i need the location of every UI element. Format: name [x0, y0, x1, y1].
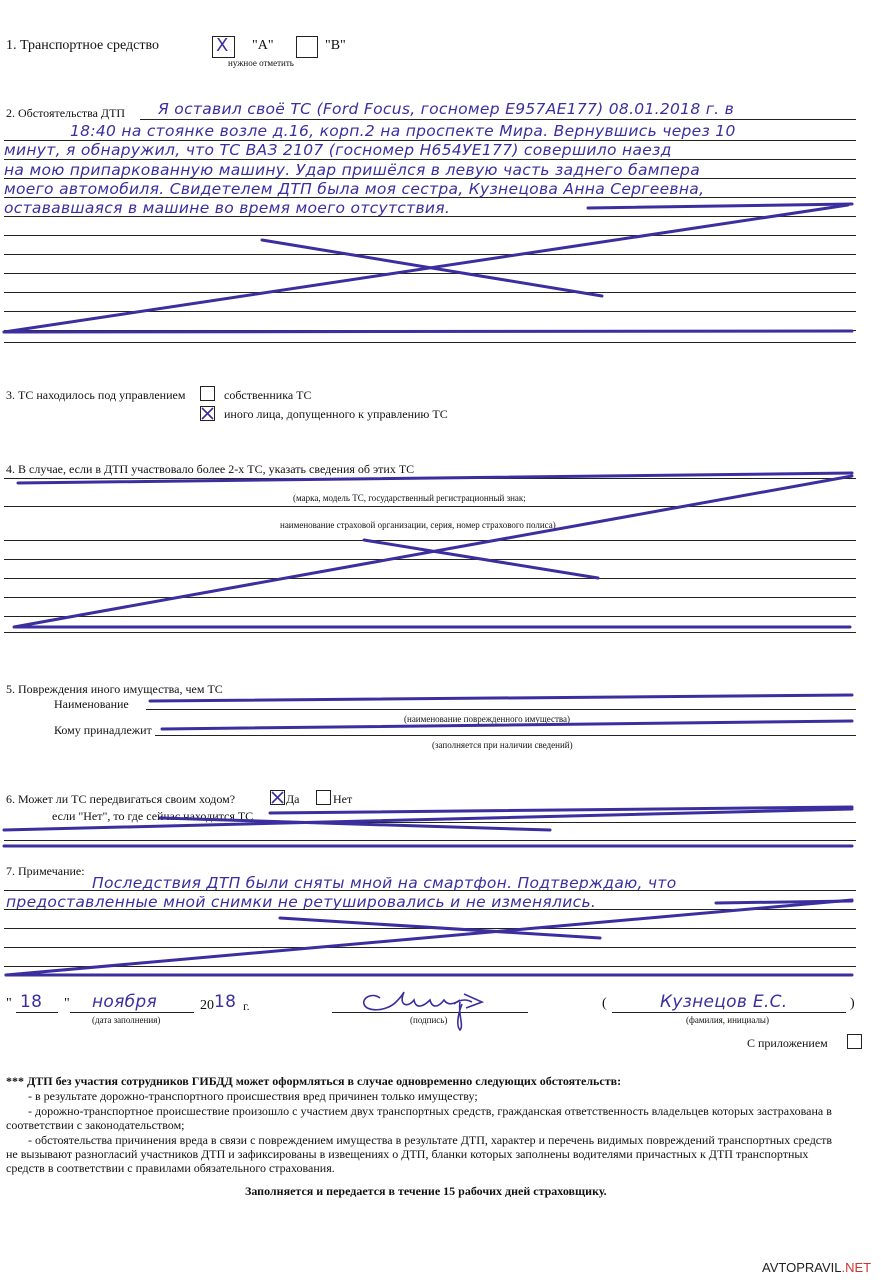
other-driver-option-label: иного лица, допущенного к управлению ТС — [224, 407, 448, 421]
section1-hint: нужное отметить — [228, 58, 294, 68]
ink-strike — [4, 331, 852, 332]
footnote-item-3a: - обстоятельства причинения вреда в связи с повреждением имущества в результате ДТП, характер и перечень видимых повреждений транспортных средств — [28, 1133, 833, 1147]
property-owner-hint: (заполняется при наличии сведений) — [432, 740, 573, 750]
vehicle-location-label: если "Нет", то где сейчас находится ТС — [52, 809, 254, 823]
name-hint: (фамилия, инициалы) — [686, 1015, 769, 1025]
section6-label: 6. Может ли ТС передвигаться своим ходом? — [6, 792, 236, 806]
footnote-item-3b: не вызывают разногласий участников ДТП и зафиксированы в извещениях о ДТП, бланки которых заполнены водителями причастных к ДТП транспортных — [6, 1147, 809, 1161]
section2-label: 2. Обстоятельства ДТП — [6, 106, 126, 120]
property-name-hint: (наименование поврежденного имущества) — [404, 714, 571, 724]
watermark-prefix: AVTOPRAVIL — [762, 1260, 842, 1275]
owner-option-label: собственника ТС — [224, 388, 312, 402]
section4-label: 4. В случае, если в ДТП участвовало более 2-х ТС, указать сведения об этих ТС — [6, 462, 415, 476]
circumstances-line-3: минут, я обнаружил, что ТС ВАЗ 2107 (госномер Н654УЕ177) совершило наезд — [4, 141, 672, 159]
option-a-label: "A" — [252, 38, 274, 53]
footnote-item-2a: - дорожно-транспортное происшествие произошло с участием двух транспортных средств, гражданская ответственность владельцев которых застрахована в — [28, 1104, 832, 1118]
date-hint: (дата заполнения) — [92, 1015, 161, 1025]
ink-strike — [18, 473, 852, 483]
section3-label: 3. ТС находилось под управлением — [6, 388, 186, 402]
ink-strike — [6, 900, 852, 975]
date-month: ноября — [92, 992, 158, 1012]
section7-label: 7. Примечание: — [6, 864, 85, 878]
name-paren-close: ) — [850, 996, 855, 1011]
ink-underline — [588, 204, 852, 208]
circumstances-line-6: остававшаяся в машине во время моего отсутствия. — [4, 199, 451, 217]
footnote-item-3c: средств в соответствии с правилами обязательного страхования. — [6, 1161, 335, 1175]
date-quote-open: " — [6, 996, 12, 1011]
section1-label: 1. Транспортное средство — [6, 38, 159, 53]
ink-strike — [162, 721, 852, 729]
date-day: 18 — [20, 992, 43, 1012]
date-year-unit: г. — [243, 999, 250, 1013]
date-quote-close: " — [64, 996, 70, 1011]
ink-strike — [150, 695, 852, 701]
watermark-suffix: .NET — [841, 1260, 872, 1275]
movable-yes-label: Да — [286, 792, 300, 806]
section4-hint-1: (марка, модель ТС, государственный регистрационный знак; — [293, 493, 526, 503]
section4-hint-2: наименование страховой организации, серия, номер страхового полиса) — [280, 520, 556, 530]
footnote-intro: *** ДТП без участия сотрудников ГИБДД может оформляться в случае одновременно следующих обстоятельств: — [6, 1074, 622, 1088]
circumstances-line-1: Я оставил своё ТС (Ford Focus, госномер Е957АЕ177) 08.01.2018 г. в — [158, 100, 735, 118]
note-line-2: предоставленные мной снимки не ретушировались и не изменялись. — [6, 893, 597, 911]
note-line-1: Последствия ДТП были сняты мной на смартфон. Подтверждаю, что — [92, 874, 677, 892]
circumstances-line-5: моего автомобиля. Свидетелем ДТП была моя сестра, Кузнецова Анна Сергеевна, — [4, 180, 705, 198]
name-paren-open: ( — [602, 996, 607, 1011]
property-owner-label: Кому принадлежит — [54, 723, 152, 737]
date-year-prefix: 20 — [200, 998, 214, 1013]
submission-note: Заполняется и передается в течение 15 рабочих дней страховщику. — [245, 1184, 607, 1198]
attachment-label: С приложением — [747, 1036, 828, 1050]
footnote-item-1: - в результате дорожно-транспортного происшествия вред причинен только имуществу; — [28, 1089, 478, 1103]
option-b-label: "B" — [325, 38, 346, 53]
check-mark-icon: X — [216, 35, 229, 56]
property-name-label: Наименование — [54, 697, 129, 711]
signature-hint: (подпись) — [410, 1015, 448, 1025]
circumstances-line-4: на мою припаркованную машину. Удар пришёлся в левую часть заднего бампера — [4, 161, 700, 179]
footnote-item-2b: соответствии с законодательством; — [6, 1118, 185, 1132]
circumstances-line-2: 18:40 на стоянке возле д.16, корп.2 на проспекте Мира. Вернувшись через 10 — [70, 122, 736, 140]
full-name: Кузнецов Е.С. — [660, 992, 788, 1012]
section5-label: 5. Повреждения иного имущества, чем ТС — [6, 682, 223, 696]
date-year-suffix: 18 — [214, 992, 237, 1012]
movable-no-label: Нет — [333, 792, 353, 806]
